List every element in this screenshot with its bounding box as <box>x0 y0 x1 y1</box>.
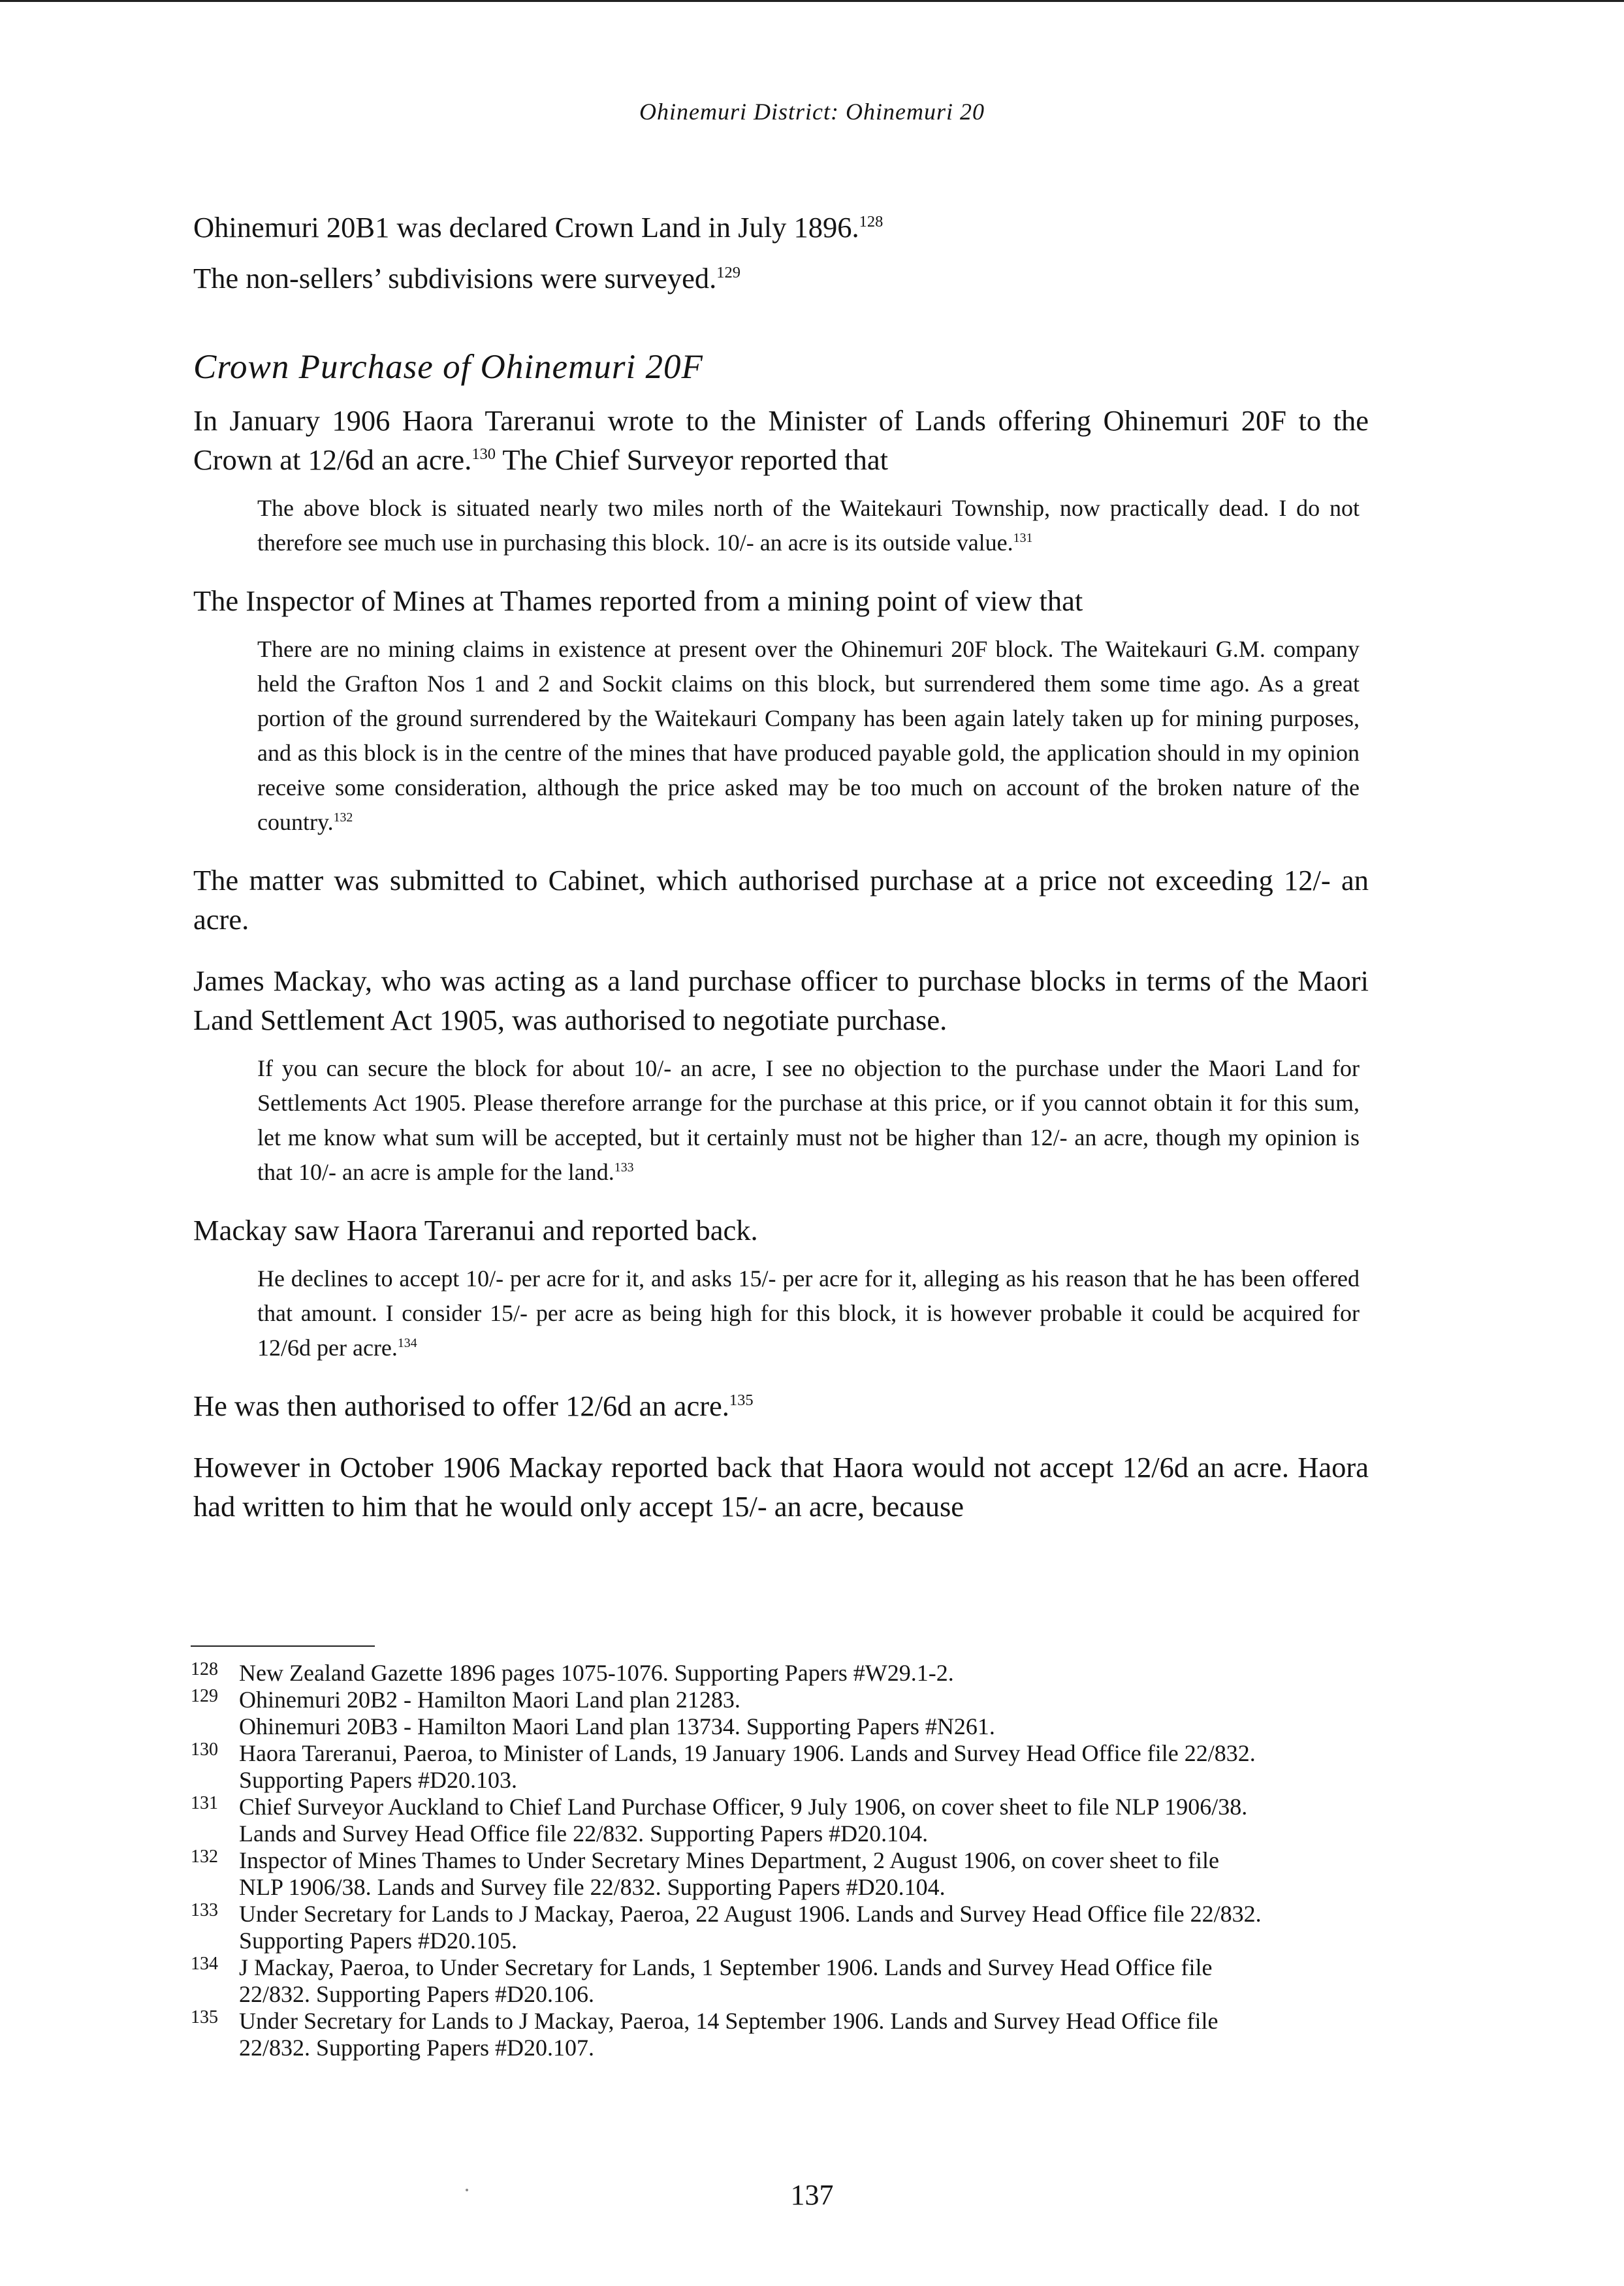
footnote-135: 135 Under Secretary for Lands to J Mackay, Paeroa, 14 September 1906. Lands and Survey Head Office file 22/832. Supporting Papers #D20.107. <box>191 2008 1386 2061</box>
footnote-number: 130 <box>191 1739 218 1760</box>
intro-paragraph-1: Ohinemuri 20B1 was declared Crown Land in July 1896.$^{128}$ <box>193 211 884 244</box>
page-number: 137 <box>790 2179 834 2211</box>
footnote-134: 134 J Mackay, Paeroa, to Under Secretary for Lands, 1 September 1906. Lands and Survey Head Office file 22/832. Supporting Papers #D20.106. <box>191 1954 1386 2008</box>
running-header: Ohinemuri District: Ohinemuri 20 <box>639 99 985 125</box>
footnote-ref[interactable]: 132 <box>333 810 353 825</box>
page-top-rule <box>0 0 1624 2</box>
footnotes <box>191 1660 1386 2061</box>
footnote-number: 133 <box>191 1900 218 1920</box>
paragraph-authorised-offer: He was then authorised to offer 12/6d an acre.$^{135}$ <box>193 1389 754 1422</box>
paragraph-cabinet: The matter was submitted to Cabinet, which authorised purchase at a price not exceeding 12/- an acre. <box>193 864 1369 936</box>
footnote-ref[interactable]: 128 <box>859 213 884 231</box>
footnote-132: 132 Inspector of Mines Thames to Under Secretary Mines Department, 2 August 1906, on cover sheet to file NLP 1906/38. Lands and Survey file 22/832. Supporting Papers #D20.104. <box>191 1847 1386 1901</box>
quote-chief-surveyor: The above block is situated nearly two miles north of the Waitekauri Township, now practically dead. I do not therefore see much use in purchasing this block. 10/- an acre is its outside value.$^{131}$ <box>257 495 1360 556</box>
footnote-ref[interactable]: 135 <box>729 1391 754 1410</box>
footnote-number: 134 <box>191 1954 218 1974</box>
footnote-divider <box>191 1645 375 1647</box>
footnote-130: 130 Haora Tareranui, Paeroa, to Minister of Lands, 19 January 1906. Lands and Survey Head Office file 22/832. Supporting Papers #D20.103. <box>191 1740 1386 1794</box>
paragraph-mackay-saw-haora: Mackay saw Haora Tareranui and reported back. <box>193 1214 758 1246</box>
section-heading: Crown Purchase of Ohinemuri 20F <box>193 348 703 386</box>
quote-inspector-of-mines: There are no mining claims in existence at present over the Ohinemuri 20F block. The Waitekauri G.M. company held the Grafton Nos 1 and 2 and Sockit claims on this block, but surrendered them some time ago. As a great portion of the ground surrendered by the Waitekauri Company has been again lately taken up for mining purposes, and as this block is in the centre of the mines that have produced payable gold, the application should in my opinion receive some consideration, although the price asked may be too much on account of the broken nature of the country.$^{132}$ <box>257 636 1360 835</box>
footnote-ref[interactable]: 131 <box>1013 531 1033 545</box>
main-text <box>193 208 1369 1548</box>
footnote-128: 128 New Zealand Gazette 1896 pages 1075-1076. Supporting Papers #W29.1-2. <box>191 1660 1386 1687</box>
footnote-number: 129 <box>191 1686 218 1706</box>
footnote-number: 132 <box>191 1847 218 1867</box>
footnote-ref[interactable]: 133 <box>614 1160 634 1175</box>
footnote-ref[interactable]: 129 <box>716 264 740 282</box>
intro-paragraph-2: The non-sellers’ subdivisions were surveyed.$^{129}$ <box>193 262 740 294</box>
footnote-131: 131 Chief Surveyor Auckland to Chief Land Purchase Officer, 9 July 1906, on cover sheet to file NLP 1906/38. Lands and Survey Head Office file 22/832. Supporting Papers #D20.104. <box>191 1794 1386 1847</box>
footnote-133: 133 Under Secretary for Lands to J Mackay, Paeroa, 22 August 1906. Lands and Survey Head Office file 22/832. Supporting Papers #D20.105. <box>191 1901 1386 1954</box>
quote-mackay-report: He declines to accept 10/- per acre for it, and asks 15/- per acre for it, alleging as his reason that he has been offered that amount. I consider 15/- per acre as being high for this block, it is however probable it could be acquired for 12/6d per acre.$^{134}$ <box>257 1265 1360 1361</box>
footnote-number: 135 <box>191 2007 218 2027</box>
quote-under-secretary: If you can secure the block for about 10/- an acre, I see no objection to the purchase under the Maori Land for Settlements Act 1905. Please therefore arrange for the purchase at this price, or if you cannot obtain it for this sum, let me know what sum will be accepted, but it certainly must not be higher than 12/- an acre, though my opinion is that 10/- an acre is ample for the land.$^{133}$ <box>257 1055 1360 1185</box>
footnote-number: 131 <box>191 1793 218 1813</box>
footnote-ref[interactable]: 130 <box>471 445 496 464</box>
footnote-ref[interactable]: 134 <box>397 1336 417 1350</box>
footnote-number: 128 <box>191 1659 218 1679</box>
paragraph-inspector-of-mines: The Inspector of Mines at Thames reported from a mining point of view that <box>193 584 1083 617</box>
paragraph-october-report: However in October 1906 Mackay reported back that Haora would not accept 12/6d an acre. Haora had written to him that he would only accept 15/- an acre, because <box>193 1451 1369 1523</box>
paragraph-james-mackay: James Mackay, who was acting as a land purchase officer to purchase blocks in terms of the Maori Land Settlement Act 1905, was authorised to negotiate purchase. <box>193 964 1369 1036</box>
paragraph-haora-offer: In January 1906 Haora Tareranui wrote to the Minister of Lands offering Ohinemuri 20F to the Crown at 12/6d an acre.$^{130}$ The Chief Surveyor reported that <box>193 404 1369 476</box>
footnote-129: 129 Ohinemuri 20B2 - Hamilton Maori Land plan 21283. Ohinemuri 20B3 - Hamilton Maori Land plan 13734. Supporting Papers #N261. <box>191 1687 1386 1740</box>
